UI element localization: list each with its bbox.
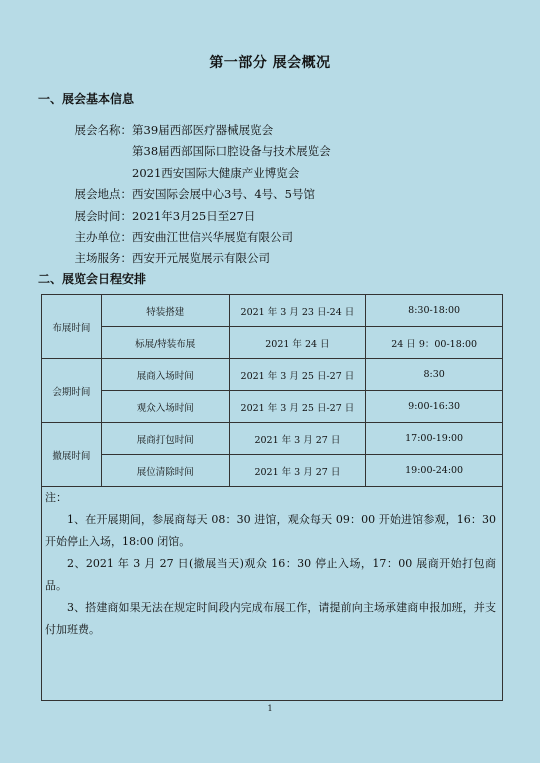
table-row: [42, 391, 503, 423]
info-row-service: [68, 248, 331, 269]
exhibition-name-3: 2021西安国际大健康产业博览会: [132, 165, 300, 180]
item-cell: 特装搭建: [101, 295, 229, 327]
table-row: [42, 455, 503, 487]
page-title: 第一部分 展会概况: [209, 55, 331, 71]
info-row-name: [68, 120, 331, 141]
info-row-host: [68, 227, 331, 248]
host-value: 西安曲江世信兴华展览有限公司: [132, 230, 293, 245]
item-cell: 观众入场时间: [101, 391, 229, 423]
name-label: 展会名称：: [74, 123, 132, 137]
item-cell: 展商打包时间: [101, 423, 229, 455]
section-heading-schedule: 二、展览会日程安排: [38, 272, 147, 286]
note-1: 1、在开展期间，参展商每天 08：30 进馆，观众每天 09：00 开始进馆参观，16：30 开始停止入场，18:00 闭馆。: [45, 513, 496, 548]
section-heading-basic-info: 一、展会基本信息: [38, 92, 135, 106]
group-show: 会期时间: [42, 359, 102, 423]
time-value: 2021年3月25日至27日: [132, 208, 256, 223]
time-label: 展会时间：: [74, 208, 132, 223]
time-cell: 8:30: [366, 359, 503, 391]
date-cell: 2021 年 3 月 23 日-24 日: [229, 295, 366, 327]
exhibition-name-1: 第39届西部医疗器械展览会: [132, 123, 274, 137]
notes-box: [41, 487, 503, 701]
time-cell: 9:00-16:30: [366, 391, 503, 423]
group-teardown: 撤展时间: [42, 423, 102, 487]
date-cell: 2021 年 3 月 25 日-27 日: [229, 359, 366, 391]
schedule-table: [41, 294, 503, 487]
group-setup: 布展时间: [42, 295, 102, 359]
time-cell: 19:00-24:00: [366, 455, 503, 487]
service-value: 西安开元展览展示有限公司: [132, 251, 270, 266]
host-label: 主办单位：: [74, 230, 132, 245]
time-cell: 17:00-19:00: [366, 423, 503, 455]
notes-label: 注：: [45, 491, 67, 504]
time-cell: 8:30-18:00: [366, 295, 503, 327]
date-cell: 2021 年 3 月 25 日-27 日: [229, 391, 366, 423]
item-cell: 展位清除时间: [101, 455, 229, 487]
item-cell: 标展/特装布展: [101, 327, 229, 359]
info-row-name-3: [68, 163, 331, 184]
note-2: 2、2021 年 3 月 27 日(撤展当天)观众 16：30 停止入场，17：00 展商开始打包商品。: [45, 557, 496, 592]
venue-value: 西安国际会展中心3号、4号、5号馆: [132, 187, 315, 202]
info-row-venue: [68, 184, 331, 205]
table-row: [42, 423, 503, 455]
exhibition-info: [68, 120, 331, 270]
item-cell: 展商入场时间: [101, 359, 229, 391]
exhibition-name-2: 第38届西部国际口腔设备与技术展览会: [132, 144, 331, 159]
date-cell: 2021 年 3 月 27 日: [229, 455, 366, 487]
info-row-name-2: [68, 141, 331, 162]
service-label: 主场服务：: [74, 251, 132, 266]
date-cell: 2021 年 24 日: [229, 327, 366, 359]
note-3: 3、搭建商如果无法在规定时间段内完成布展工作，请提前向主场承建商申报加班，并支付加班费。: [45, 601, 496, 636]
time-cell: 24 日 9：00-18:00: [366, 327, 503, 359]
info-row-time: [68, 206, 331, 227]
table-row: [42, 359, 503, 391]
venue-label: 展会地点：: [74, 187, 132, 202]
page-number: 1: [267, 704, 273, 713]
table-row: [42, 327, 503, 359]
date-cell: 2021 年 3 月 27 日: [229, 423, 366, 455]
table-row: [42, 295, 503, 327]
